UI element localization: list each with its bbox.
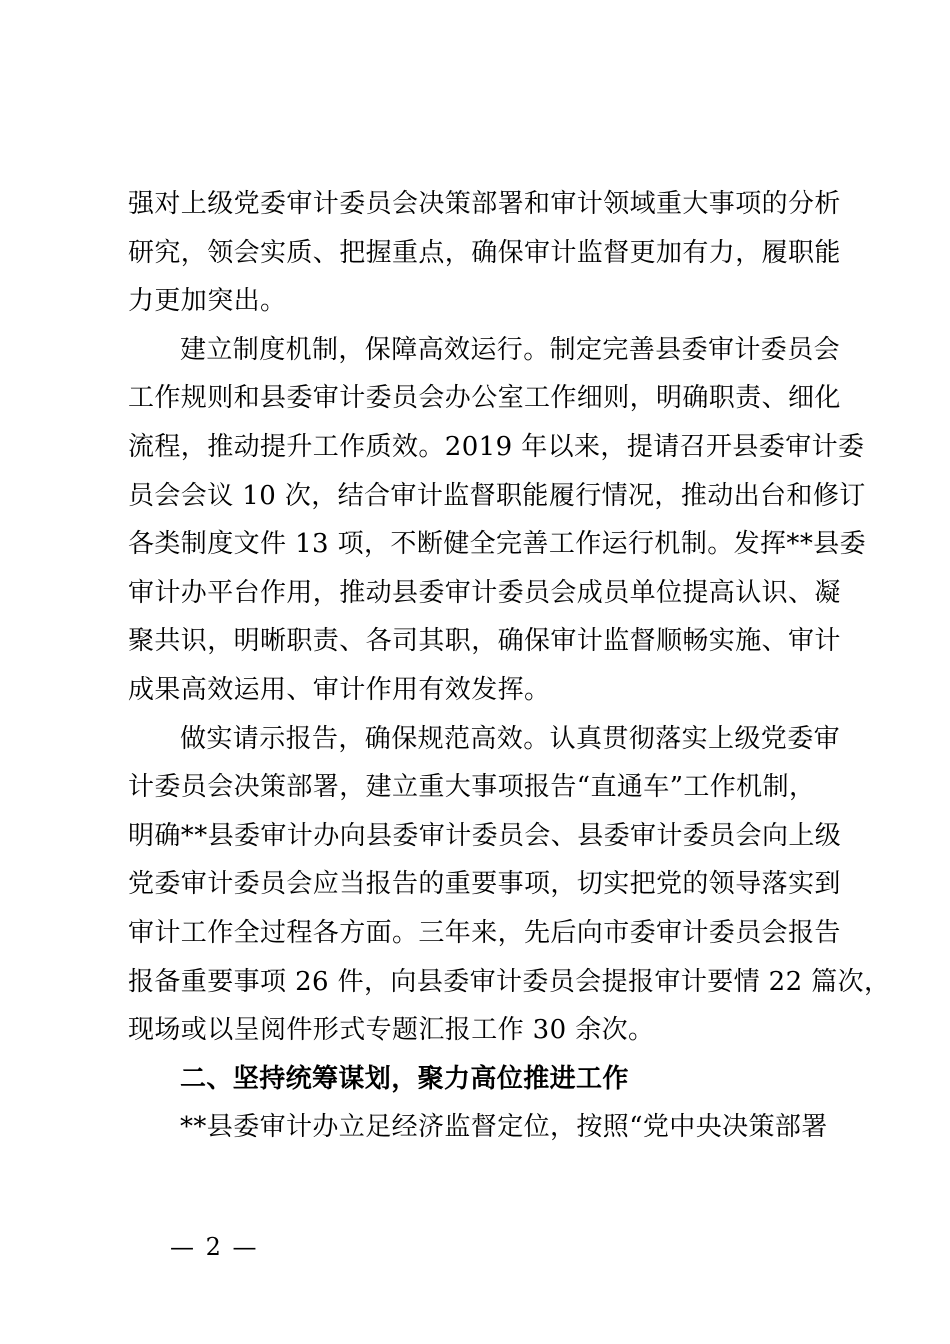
paragraph-line: 力更加突出。 bbox=[128, 286, 287, 317]
paragraph-line: 计委员会决策部署，建立重大事项报告“直通车”工作机制， bbox=[128, 772, 816, 803]
document-body bbox=[128, 180, 891, 1152]
paragraph-line: 现场或以呈阅件形式专题汇报工作 30 余次。 bbox=[128, 1015, 655, 1046]
paragraph-line: 强对上级党委审计委员会决策部署和审计领域重大事项的分析 bbox=[128, 189, 841, 219]
paragraph-line: 员会会议 10 次，结合审计监督职能履行情况，推动出台和修订 bbox=[128, 480, 866, 511]
paragraph-line: 工作规则和县委审计委员会办公室工作细则，明确职责、细化 bbox=[128, 383, 841, 414]
paragraph-line: 审计工作全过程各方面。三年来，先后向市委审计委员会报告 bbox=[128, 917, 841, 948]
paragraph-line: 成果高效运用、审计作用有效发挥。 bbox=[128, 674, 551, 705]
paragraph-line: **县委审计办立足经济监督定位，按照“党中央决策部署 bbox=[180, 1112, 828, 1143]
paragraph-line: 审计办平台作用，推动县委审计委员会成员单位提高认识、凝 bbox=[128, 577, 841, 608]
paragraph-line: 流程，推动提升工作质效。2019 年以来，提请召开县委审计委 bbox=[128, 431, 865, 462]
paragraph-line: 研究，领会实质、把握重点，确保审计监督更加有力，履职能 bbox=[128, 237, 841, 268]
paragraph-line: 明确**县委审计办向县委审计委员会、县委审计委员会向上级 bbox=[128, 820, 842, 851]
paragraph-line: 建立制度机制，保障高效运行。制定完善县委审计委员会 bbox=[180, 334, 841, 365]
paragraph-line: 报备重要事项 26 件，向县委审计委员会提报审计要情 22 篇次， bbox=[128, 966, 891, 997]
paragraph-line: 党委审计委员会应当报告的重要事项，切实把党的领导落实到 bbox=[128, 869, 841, 900]
page-number: — 2 — bbox=[170, 1233, 259, 1261]
paragraph-line: 聚共识，明晰职责、各司其职，确保审计监督顺畅实施、审计 bbox=[128, 626, 841, 657]
section-heading: 二、坚持统筹谋划，聚力高位推进工作 bbox=[180, 1063, 629, 1094]
paragraph-line: 各类制度文件 13 项，不断健全完善工作运行机制。发挥**县委 bbox=[128, 529, 867, 560]
paragraph-line: 做实请示报告，确保规范高效。认真贯彻落实上级党委审 bbox=[180, 723, 841, 754]
